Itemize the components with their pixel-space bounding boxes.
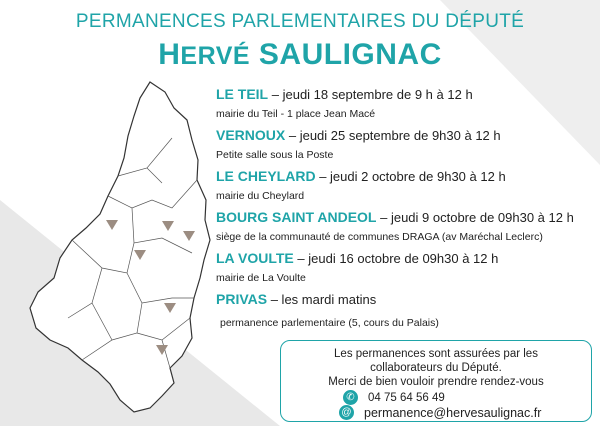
event-date: – jeudi 16 octobre de 09h30 à 12 h	[297, 251, 499, 266]
event-la-voulte	[216, 250, 596, 286]
event-city: BOURG SAINT ANDEOL	[216, 209, 377, 225]
event-le-teil	[216, 86, 596, 122]
deputy-name-lastname: SAULIGNAC	[258, 38, 442, 71]
info-text: Merci de bien vouloir prendre rendez-vous	[328, 376, 544, 388]
event-le-cheylard	[216, 168, 596, 204]
event-place: mairie du Teil - 1 place Jean Macé	[216, 108, 376, 120]
info-text: Les permanences sont assurées par les	[334, 348, 538, 360]
event-place: Petite salle sous la Poste	[216, 149, 334, 161]
phone-icon: ✆	[343, 390, 358, 405]
contact-info-box	[280, 340, 592, 422]
event-city: LE CHEYLARD	[216, 168, 316, 184]
permanences-list	[216, 86, 596, 336]
info-text: collaborateurs du Député.	[370, 362, 502, 374]
event-bourg-saint-andeol	[216, 209, 596, 245]
event-date: – jeudi 2 octobre de 9h30 à 12 h	[319, 169, 506, 184]
event-date: – jeudi 9 octobre de 09h30 à 12 h	[380, 210, 574, 225]
deputy-name	[0, 38, 600, 72]
event-date: – les mardi matins	[270, 292, 377, 307]
event-privas	[216, 291, 596, 331]
deputy-name-firstname: ERVÉ	[180, 42, 251, 70]
contact-phone[interactable]	[343, 390, 445, 405]
deputy-name-initial: H	[158, 38, 181, 71]
event-city: VERNOUX	[216, 127, 286, 143]
event-date: – jeudi 18 septembre de 9 h à 12 h	[271, 87, 473, 102]
event-date: – jeudi 25 septembre de 9h30 à 12 h	[288, 128, 501, 143]
event-city: LA VOULTE	[216, 250, 294, 266]
ardeche-map	[22, 78, 227, 418]
event-city: LE TEIL	[216, 86, 269, 102]
event-vernoux	[216, 127, 596, 163]
event-place: permanence parlementaire (5, cours du Palais)	[220, 317, 439, 329]
event-city: PRIVAS	[216, 291, 268, 307]
map-outline	[30, 82, 210, 412]
page-title: PERMANENCES PARLEMENTAIRES DU DÉPUTÉ	[75, 11, 525, 32]
contact-email[interactable]	[339, 405, 541, 420]
at-sign-icon: @	[339, 405, 354, 420]
event-place: mairie de La Voulte	[216, 272, 306, 284]
email-address[interactable]: permanence@hervesaulignac.fr	[364, 405, 542, 420]
event-place: mairie du Cheylard	[216, 190, 305, 202]
phone-number[interactable]: 04 75 64 56 49	[368, 391, 445, 404]
event-place: siège de la communauté de communes DRAGA (av Maréchal Leclerc)	[216, 231, 543, 243]
